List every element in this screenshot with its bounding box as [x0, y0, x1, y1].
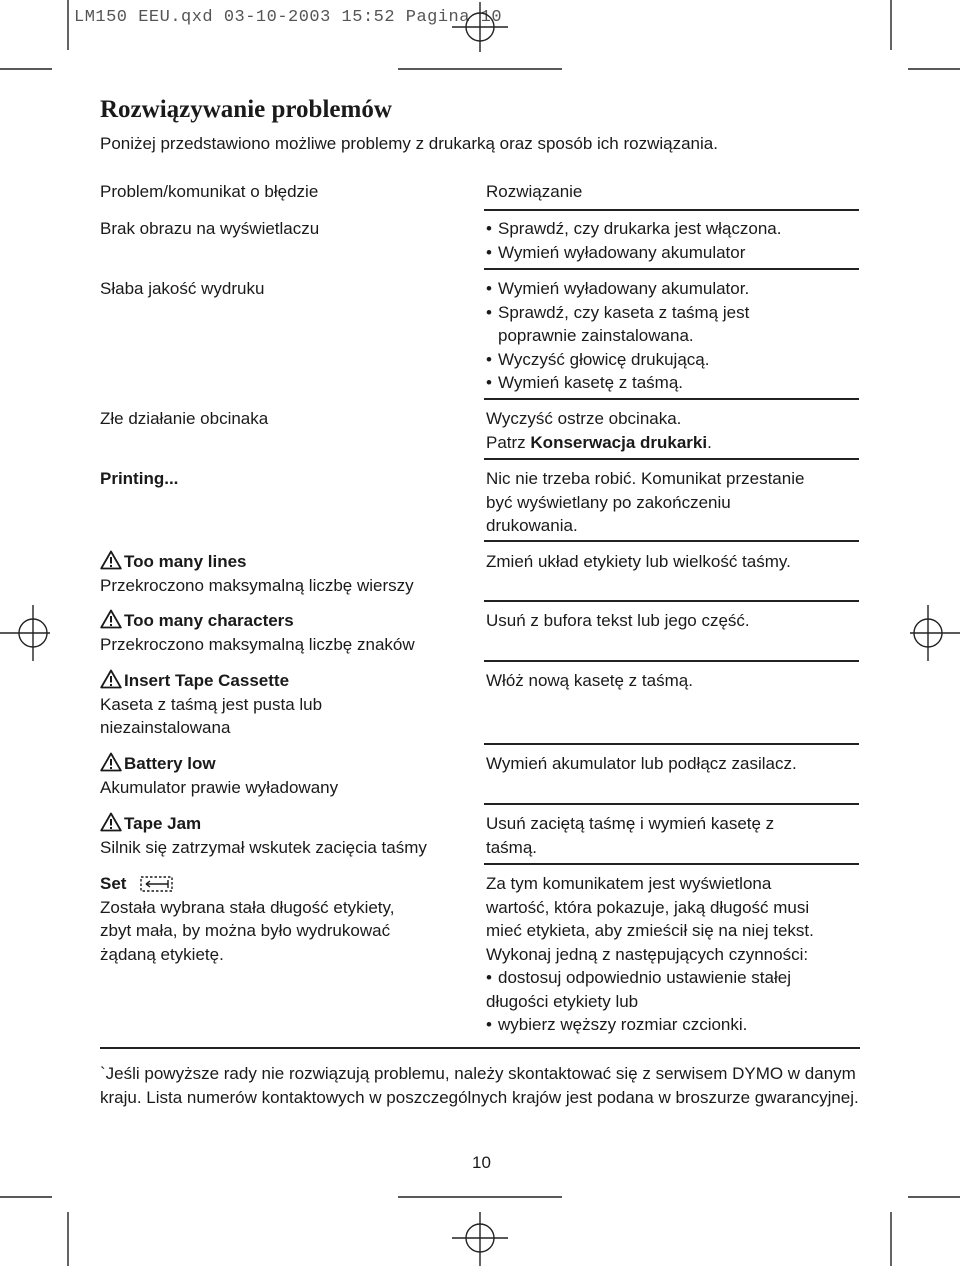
- cross-reference: Konserwacja drukarki: [530, 432, 708, 452]
- error-message: Battery low: [124, 754, 216, 773]
- solution-line: taśmą.: [486, 837, 538, 857]
- error-description: Przekroczono maksymalną liczbę znaków: [100, 634, 415, 654]
- solution-line: Wyczyść ostrze obcinaka.: [486, 409, 682, 428]
- row-rule: [484, 743, 859, 745]
- solution-line: [486, 431, 712, 455]
- solution-line: mieć etykieta, aby zmieścił się na niej tekst.: [486, 921, 814, 940]
- solution-text: Wymień akumulator lub podłącz zasilacz.: [486, 754, 797, 773]
- solution-text: [486, 812, 774, 859]
- warning-icon: [100, 669, 122, 689]
- error-description: zbyt mała, by można było wydrukować: [100, 921, 391, 940]
- error-description: niezainstalowana: [100, 718, 231, 737]
- row-rule: [484, 600, 859, 602]
- footer-line: kraju. Lista numerów kontaktowych w poszczególnych krajów jest podana w broszurze gwarancyjnej.: [100, 1088, 859, 1107]
- error-message-block: [100, 550, 414, 597]
- see-prefix: Patrz: [486, 432, 531, 452]
- error-description: Silnik się zatrzymał wskutek zacięcia taśmy: [100, 837, 427, 857]
- solution-item: poprawnie zainstalowana.: [498, 326, 694, 345]
- row-rule: [484, 540, 859, 542]
- solution-text: [486, 407, 712, 454]
- period: .: [707, 432, 712, 452]
- solution-list: • Wymień wyładowany akumulator. • Sprawdź, czy kaseta z taśmą jest poprawnie zainstalowana. • Wyczyść głowicę drukującą. • Wymień kasetę z taśmą.: [486, 279, 750, 392]
- bullet-item: długości etykiety lub: [486, 991, 639, 1011]
- bullet-item: wybierz węższy rozmiar czcionki.: [498, 1015, 748, 1034]
- solution-text: Za tym komunikatem jest wyświetlona wartość, która pokazuje, jaką długość musi mieć etykieta, aby zmieścił się na niej tekst. Wykonaj jedną z następujących czynności: • dostosuj odpowiednio ustawienie stałej długości etykiety lub • wybierz węższy rozmiar czcionki.: [486, 874, 814, 1034]
- warning-icon: [100, 752, 122, 772]
- row-rule: [484, 660, 859, 662]
- solution-text: Zmień układ etykiety lub wielkość taśmy.: [486, 552, 791, 571]
- error-message-block: [100, 609, 415, 656]
- warning-icon: [100, 550, 122, 570]
- error-message: Insert Tape Cassette: [124, 671, 290, 690]
- page-title: Rozwiązywanie problemów: [100, 96, 392, 123]
- problem-label: Słaba jakość wydruku: [100, 279, 265, 298]
- page-number: 10: [472, 1153, 491, 1172]
- row-rule: [484, 863, 859, 865]
- fixed-length-icon: [140, 875, 174, 893]
- footer-line: `Jeśli powyższe rady nie rozwiązują problemu, należy skontaktować się z serwisem DYMO w danym: [100, 1064, 856, 1083]
- row-rule: [484, 398, 859, 400]
- error-description: Została wybrana stała długość etykiety,: [100, 897, 395, 917]
- problem-label: Printing...: [100, 469, 179, 488]
- column-header-solution: Rozwiązanie: [486, 182, 583, 201]
- error-message: Too many lines: [124, 552, 247, 571]
- solution-text: Usuń z bufora tekst lub jego część.: [486, 611, 750, 630]
- error-message-block: [100, 752, 338, 799]
- row-rule: [484, 268, 859, 270]
- solution-line: być wyświetlany po zakończeniu: [486, 492, 731, 512]
- row-rule: [484, 458, 859, 460]
- header-rule: [484, 209, 859, 211]
- bullet-item: dostosuj odpowiednio ustawienie stałej: [498, 968, 791, 987]
- column-header-problem: Problem/komunikat o błędzie: [100, 182, 319, 201]
- solution-item: Wyczyść głowicę drukującą.: [498, 349, 710, 369]
- solution-item: • Sprawdź, czy drukarka jest włączona.: [486, 217, 781, 241]
- problem-label: Brak obrazu na wyświetlaczu: [100, 219, 320, 238]
- print-header: LM150 EEU.qxd 03-10-2003 15:52 Pagina 10: [74, 8, 503, 27]
- solution-text: [486, 467, 804, 538]
- solution-text: Włóż nową kasetę z taśmą.: [486, 671, 693, 690]
- solution-list: [486, 217, 781, 264]
- footer-rule: [100, 1047, 860, 1049]
- solution-item: Wymień kasetę z taśmą.: [498, 373, 684, 392]
- error-description: Akumulator prawie wyładowany: [100, 777, 339, 797]
- warning-icon: [100, 609, 122, 629]
- error-description: żądaną etykietę.: [100, 944, 224, 964]
- error-description: Kaseta z taśmą jest pusta lub: [100, 694, 323, 714]
- solution-line: wartość, która pokazuje, jaką długość musi: [486, 897, 810, 917]
- intro-text: Poniżej przedstawiono możliwe problemy z drukarką oraz sposób ich rozwiązania.: [100, 134, 718, 153]
- solution-line: Nic nie trzeba robić. Komunikat przestanie: [486, 469, 805, 488]
- footer-note: [100, 1062, 859, 1110]
- error-message-block: [100, 812, 427, 859]
- error-message: Set: [100, 874, 127, 893]
- solution-item: • Wymień wyładowany akumulator: [486, 241, 781, 265]
- solution-item: Wymień wyładowany akumulator.: [498, 279, 750, 298]
- solution-item: Sprawdź, czy kaseta z taśmą jest: [498, 302, 750, 322]
- solution-line: Wykonaj jedną z następujących czynności:: [486, 944, 809, 964]
- row-rule: [484, 803, 859, 805]
- solution-line: Za tym komunikatem jest wyświetlona: [486, 874, 772, 893]
- problem-label: Złe działanie obcinaka: [100, 409, 269, 428]
- warning-icon: [100, 812, 122, 832]
- solution-line: Usuń zaciętą taśmę i wymień kasetę z: [486, 814, 775, 833]
- error-description: Przekroczono maksymalną liczbę wierszy: [100, 575, 414, 595]
- error-message: Tape Jam: [124, 814, 202, 833]
- error-message-block: [100, 872, 395, 966]
- error-message-block: [100, 669, 322, 740]
- solution-line: drukowania.: [486, 516, 578, 535]
- error-message: Too many characters: [124, 611, 294, 630]
